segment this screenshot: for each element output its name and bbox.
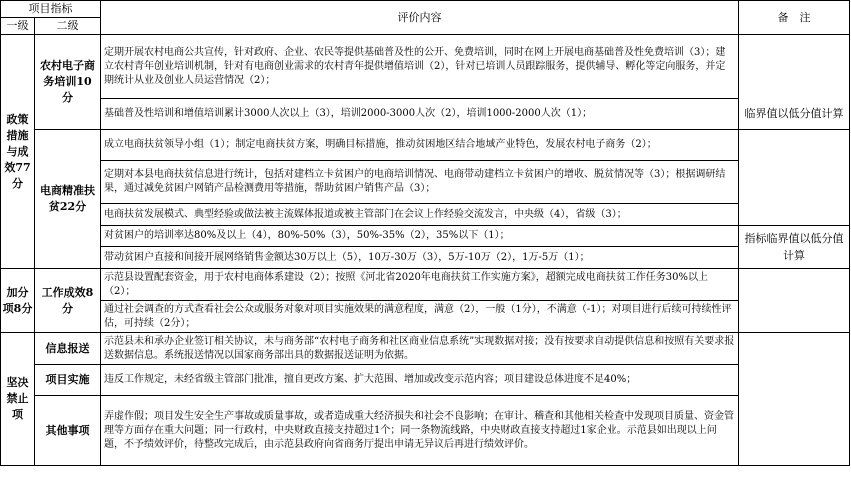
remark-empty-3 [739,269,850,333]
level1-bonus: 加分项8分 [1,269,35,333]
level1-forbidden: 坚决禁止项 [1,333,35,466]
info-report-text: 示范县未和承办企业签订相关协议，未与商务部“农村电子商务和社区商业信息系统”实现数据对接；没有按要求自动提供信息和按照有关要求报送数据信息。系统报送情况以国家商务部出具的数据报送证明为依据。 [101,333,739,365]
remark-empty-1 [739,35,850,99]
training-remark: 临界值以低分值计算 [739,99,850,130]
bonus-item-1: 示范县设置配套资金，用于农村电商体系建设（2）；按照《河北省2020年电商扶贫工作实施方案》，超额完成电商扶贫工作任务30%以上（2）； [101,269,739,301]
remark-empty-2 [739,130,850,226]
level2-project-impl: 项目实施 [35,365,101,396]
header-remark: 备 注 [739,1,850,35]
poverty-remark: 指标临界值以低分值计算 [739,226,850,269]
level1-policy: 政策措施与成效77分 [1,35,35,269]
level2-poverty: 电商精准扶贫22分 [35,130,101,269]
training-item-1: 定期开展农村电商公共宣传，针对政府、企业、农民等提供基础普及性的公开、免费培训，同时在网上开展电商基础普及性免费培训（3）；建立农村青年创业培训机制，针对有电商创业需求的农村青年提供增值培训（2），针对已培训人员跟踪服务，提供辅导、孵化等定向服务，并定期统计从业及创业人员运营情况（2）； [101,35,739,99]
level2-ecommerce-training: 农村电子商务培训10分 [35,35,101,130]
header-content: 评价内容 [101,1,739,35]
training-item-2: 基础普及性培训和增值培训累计3000人次以上（3），培训2000-3000人次（2），培训1000-2000人次（1）； [101,99,739,130]
header-level2: 二级 [35,18,101,35]
project-impl-text: 违反工作规定，未经省级主管部门批准，擅自更改方案、扩大范围、增加或改变示范内容；项目建设总体进度不足40%； [101,365,739,396]
poverty-item-3: 电商扶贫发展模式、典型经验或做法被主流媒体报道或被主管部门在会议上作经验交流发言，中央级（4），省级（3）； [101,204,739,226]
level2-other: 其他事项 [35,396,101,466]
poverty-item-5: 带动贫困户直接和间接开展网络销售金额达30万以上（5），10万-30万（3），5万-10万（2），1万-5万（1）； [101,247,739,269]
bonus-item-2: 通过社会调查的方式查看社会公众或服务对象对项目实施效果的满意程度，满意（2），一般（1分），不满意（-1）；对项目进行后续可持续性评估，可持续（2分）； [101,301,739,333]
header-indicator: 项目指标 [1,1,101,18]
poverty-item-4: 对贫困户的培训率达80%及以上（4），80%-50%（3），50%-35%（2），35%以下（1）； [101,226,739,247]
header-level1: 一级 [1,18,35,35]
level2-work-effect: 工作成效8分 [35,269,101,333]
poverty-item-1: 成立电商扶贫领导小组（1）；制定电商扶贫方案，明确目标措施，推动贫困地区结合地域产业特色，发展农村电子商务（2）； [101,130,739,161]
poverty-item-2: 定期对本县电商扶贫信息进行统计，包括对建档立卡贫困户的电商培训情况、电商带动建档立卡贫困户的增收、脱贫情况等（3）；根据调研结果，通过减免贫困户网销产品检测费用等措施，帮助贫困户销售产品（3）； [101,161,739,204]
level2-info-report: 信息报送 [35,333,101,365]
remark-empty-4 [739,333,850,466]
other-text: 弄虚作假；项目发生安全生产事故或质量事故，或者造成重大经济损失和社会不良影响；在审计、稽查和其他相关检查中发现项目质量、资金管理等方面存在重大问题；同一行政村，中央财政直接支持超过1个；同一条物流线路，中央财政直接支持超过1家企业。示范县如出现以上问题，不予绩效评价，待整改完成后，由示范县政府向省商务厅提出申请无异议后再进行绩效评价。 [101,396,739,466]
